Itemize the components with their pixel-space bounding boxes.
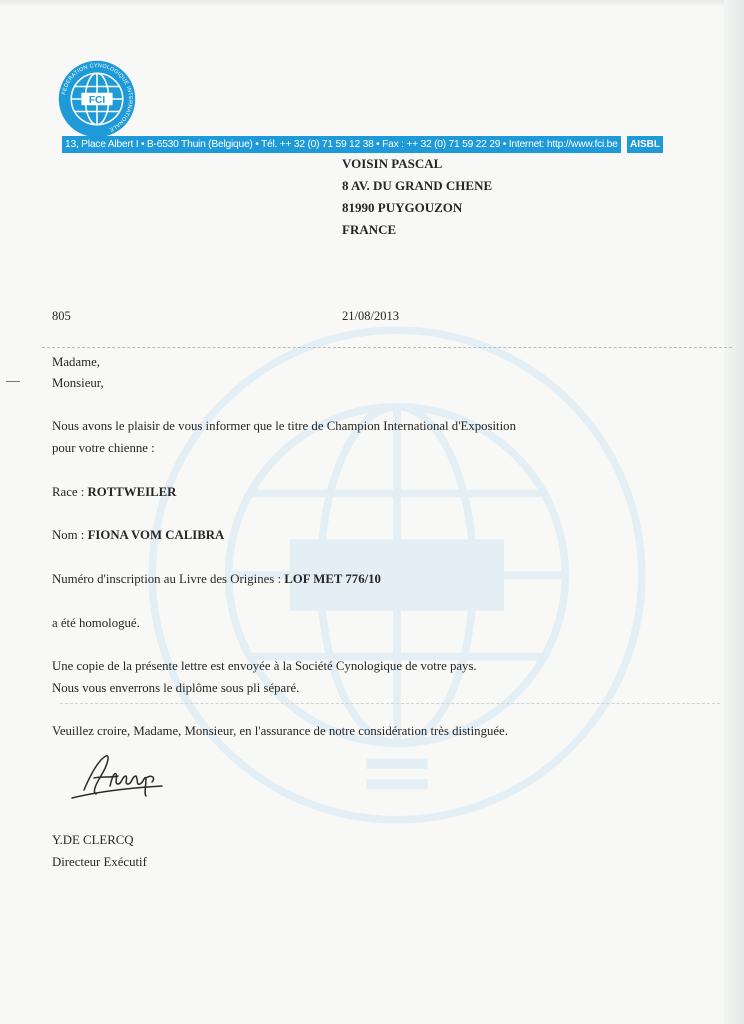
letter-reference: 805: [52, 309, 71, 323]
svg-text:FCI: FCI: [88, 94, 106, 106]
recipient-street: 8 AV. DU GRAND CHENE: [342, 178, 493, 193]
registry-label: Numéro d'inscription au Livre des Origines :: [52, 572, 285, 586]
salutation-monsieur: Monsieur,: [52, 376, 104, 390]
paper-right-edge: [724, 0, 744, 1024]
legal-form-badge: AISBL: [627, 136, 663, 153]
copy-line-1: Une copie de la présente lettre est envoyée à la Société Cynologique de votre pays.: [52, 659, 477, 673]
recipient-name: VOISIN PASCAL: [342, 156, 443, 171]
fold-line-lower: [60, 703, 720, 704]
race-label: Race :: [52, 485, 88, 499]
recipient-country: FRANCE: [342, 222, 397, 237]
race-value: ROTTWEILER: [87, 485, 177, 499]
org-contact-bar: 13, Place Albert I • B-6530 Thuin (Belgique) • Tél. ++ 32 (0) 71 59 12 38 • Fax : ++ 32 (0) 71 59 22 29 • Internet: http://www.fci.be: [62, 136, 621, 153]
dog-name-label: Nom :: [52, 528, 88, 542]
fold-line: [42, 347, 732, 348]
dog-name-value: FIONA VOM CALIBRA: [87, 528, 225, 542]
paper-top-edge: [0, 0, 744, 8]
handwritten-signature: [66, 748, 176, 808]
signer-name: Y.DE CLERCQ: [52, 833, 134, 847]
intro-line-1: Nous avons le plaisir de vous informer que le titre de Champion International d'Exposition: [52, 419, 516, 433]
copy-line-2: Nous vous enverrons le diplôme sous pli séparé.: [52, 681, 300, 695]
letter-date: 21/08/2013: [342, 309, 399, 323]
signer-title: Directeur Exécutif: [52, 855, 147, 869]
recipient-city: 81990 PUYGOUZON: [342, 200, 463, 215]
closing-line: Veuillez croire, Madame, Monsieur, en l'assurance de notre considération très distinguée.: [52, 724, 508, 738]
fci-logo: [58, 60, 136, 138]
dog-name-line: [52, 528, 224, 543]
race-line: [52, 485, 176, 500]
svg-text:FEDERATION CYNOLOGIQUE INTERNA: FEDERATION CYNOLOGIQUE INTERNATIONALE: [61, 62, 134, 133]
registry-value: LOF MET 776/10: [284, 572, 381, 586]
recipient-address: [342, 153, 492, 241]
margin-mark: [6, 381, 20, 382]
intro-line-2: pour votre chienne :: [52, 441, 155, 455]
homologated-line: a été homologué.: [52, 616, 140, 630]
salutation-madame: Madame,: [52, 355, 100, 369]
registry-line: [52, 572, 381, 587]
